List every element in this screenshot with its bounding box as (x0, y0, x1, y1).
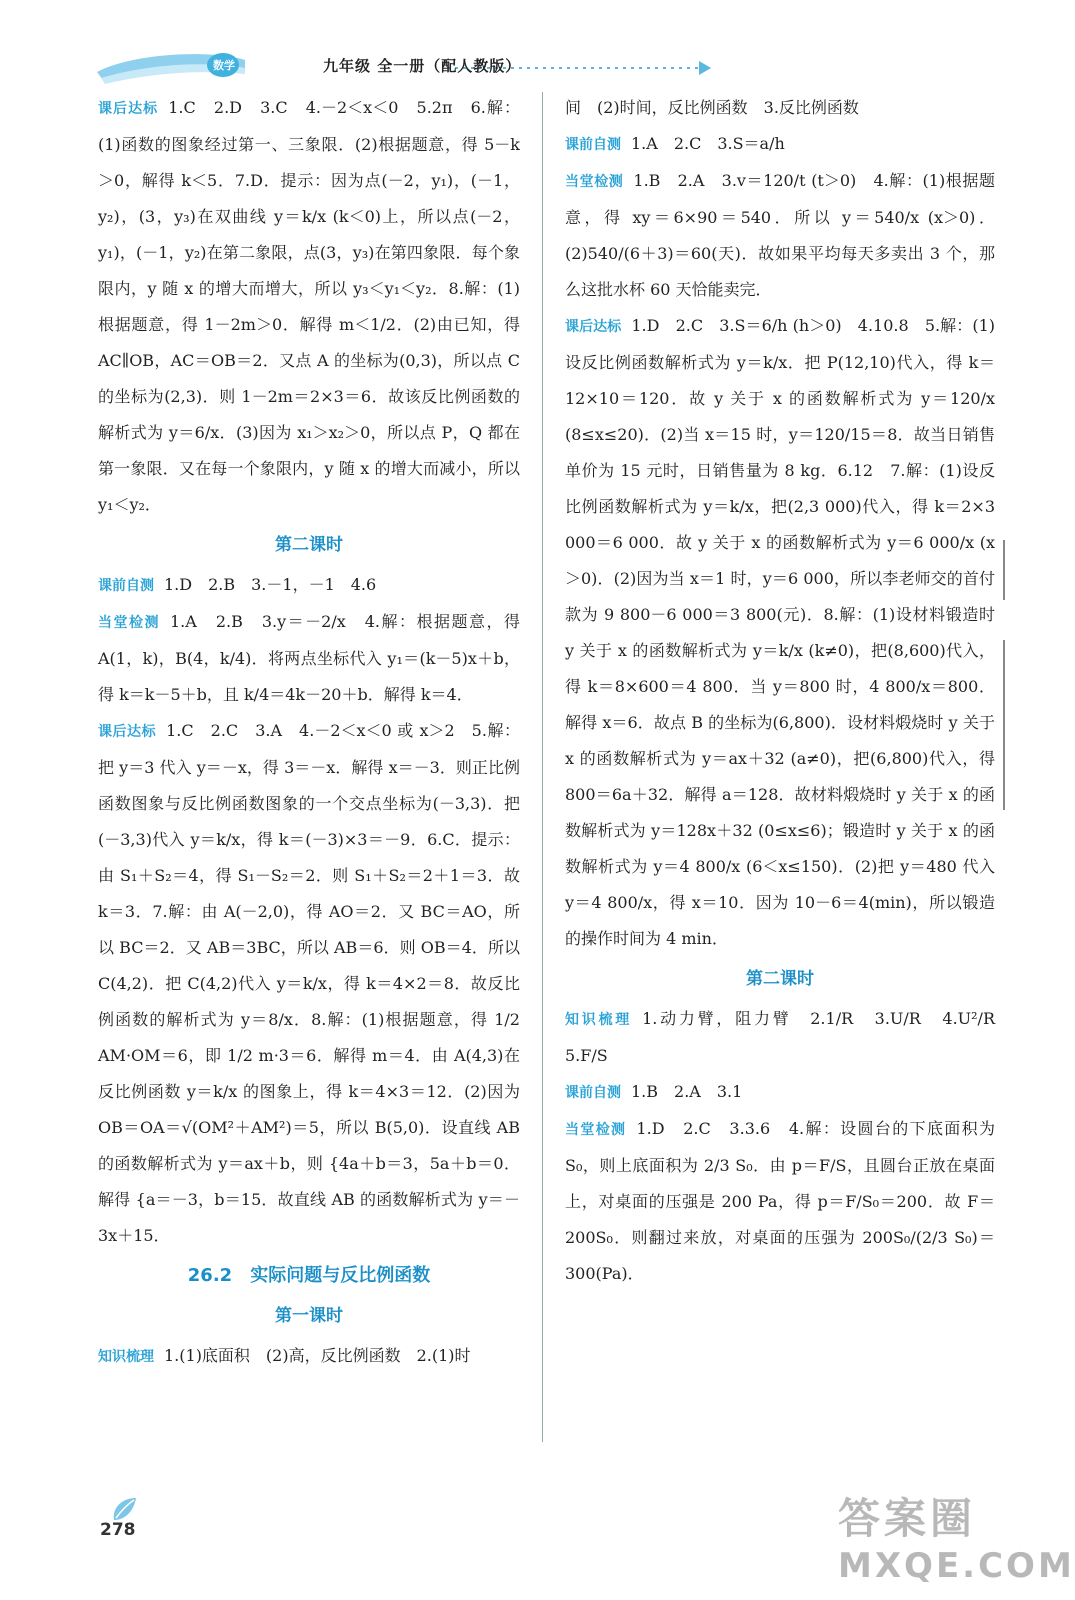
answer-text: 1.C 2.D 3.C 4.－2＜x＜0 5.2π 6.解：(1)函数的图象经过第一、三象限．(2)根据题意，得 5－k＞0，解得 k＜5．7.D．提示：因为点(－2，y₁)，(－1，y₂)，(3，y₃)在双曲线 y＝k/x (k＜0)上，所以点(－2，y₁)，(－1，y₂)在第二象限，点(3，y₃)在第四象限．每个象限内，y 随 x 的增大而增大，所以 y₃＜y₁＜y₂．8.解：(1)根据题意，得 1－2m＞0．解得 m＜1/2．(2)由已知，得 AC∥OB，AC＝OB＝2．又点 A 的坐标为(0,3)，所以点 C 的坐标为(2,3)．则 1－2m＝2×3＝6．故该反比例函数的解析式为 y＝6/x．(3)因为 x₁＞x₂＞0，所以点 P，Q 都在第一象限．又在每一个象限内，y 随 x 的增大而减小，所以 y₁＜y₂． (98, 98, 520, 514)
answer-text: 1.D 2.C 3.3.6 4.解：设圆台的下底面积为 S₀，则上底面积为 2/3 S₀．由 p＝F/S，且圆台正放在桌面上，对桌面的压强是 200 Pa，得 p＝F/S₀＝200．故 F＝200S₀．则翻过来放，对桌面的压强为 200S₀/(2/3 S₀)＝300(Pa)． (565, 1119, 995, 1283)
header-title: 九年级 全一册（配人教版） (323, 57, 522, 75)
watermark-url: MXQE.COM (838, 1546, 1075, 1586)
section-title: 第二课时 (275, 535, 343, 555)
section-title: 第一课时 (275, 1306, 343, 1326)
answer-block (565, 126, 995, 163)
block-tag: 知识梳理 (98, 1349, 154, 1365)
answer-text: 1.B 2.A 3.v＝120/t (t＞0) 4.解：(1)根据题意，得 xy＝6×90＝540．所以 y＝540/x (x＞0)．(2)540/(6＋3)＝60(天)．故如果平均每天多卖出 3 个，那么这批水杯 60 天恰能卖完． (565, 171, 996, 299)
section-title: 第二课时 (746, 969, 814, 989)
page-number: 278 (100, 1520, 136, 1540)
block-tag: 知识梳理 (565, 1012, 633, 1028)
answer-block (98, 567, 520, 604)
column-divider (542, 92, 543, 1442)
answer-block (98, 713, 520, 1254)
watermark (838, 1486, 1075, 1596)
answer-text: 1.D 2.B 3.－1，－1 4.6 (164, 575, 377, 594)
answer-text: 间 (2)时间，反比例函数 3.反比例函数 (565, 98, 859, 117)
block-tag: 当堂检测 (98, 615, 160, 631)
answer-block (565, 163, 995, 308)
answer-text: 1.D 2.C 3.S＝6/h (h＞0) 4.10.8 5.解：(1)设反比例函数解析式为 y＝k/x．把 P(12,10)代入，得 k＝12×10＝120．故 y 关于 x 的函数解析式为 y＝120/x (8≤x≤20)．(2)当 x＝15 时，y＝120/15＝8．故当日销售单价为 15 元时，日销售量为 8 kg．6.12 7.解：(1)设反比例函数解析式为 y＝k/x，把(2,3 000)代入，得 k＝2×3 000＝6 000．故 y 关于 x 的函数解析式为 y＝6 000/x (x＞0)．(2)因为当 x＝1 时，y＝6 000，所以李老师交的首付款为 9 800－6 000＝3 800(元)．8.解：(1)设材料锻造时 y 关于 x 的函数解析式为 y＝k/x (k≠0)，把(8,600)代入，得 k＝8×600＝4 800．当 y＝800 时，4 800/x＝800．解得 x＝6．故点 B 的坐标为(6,800)．设材料煅烧时 y 关于 x 的函数解析式为 y＝ax＋32 (a≠0)，把(6,800)代入，得 800＝6a＋32．解得 a＝128．故材料煅烧时 y 关于 x 的函数解析式为 y＝128x＋32 (0≤x≤6)；锻造时 y 关于 x 的函数解析式为 y＝4 800/x (6＜x≤150)．(2)把 y＝480 代入 y＝4 800/x，得 x＝10．因为 10－6＝4(min)，所以锻造的操作时间为 4 min． (565, 316, 995, 948)
answer-block (98, 604, 520, 713)
edge-mark (1003, 540, 1005, 600)
block-tag: 当堂检测 (565, 174, 624, 190)
answer-block (565, 308, 995, 957)
block-tag: 当堂检测 (565, 1122, 627, 1138)
subject-badge: 数学 (213, 59, 235, 72)
chapter-title: 26.2 实际问题与反比例函数 (187, 1265, 431, 1286)
page-header (95, 48, 735, 84)
right-column (565, 90, 1012, 1292)
block-tag: 课后达标 (98, 724, 157, 740)
answer-text: 1.A 2.C 3.S＝a/h (631, 134, 785, 153)
watermark-logo-text: 答案圈 (838, 1494, 977, 1543)
block-tag: 课后达标 (98, 101, 159, 117)
left-column (98, 90, 520, 1375)
answer-text: 1.(1)底面积 (2)高，反比例函数 2.(1)时 (164, 1346, 471, 1365)
block-tag: 课后达标 (565, 319, 622, 335)
block-tag: 课前自测 (565, 137, 621, 153)
answer-block (98, 1338, 520, 1375)
block-tag: 课前自测 (98, 578, 154, 594)
edge-mark (1003, 640, 1005, 810)
answer-text: 1.动力臂，阻力臂 2.1/R 3.U/R 4.U²/R 5.F/S (565, 1009, 1012, 1065)
leaf-icon (110, 1496, 140, 1522)
block-tag: 课前自测 (565, 1085, 621, 1101)
answer-text: 1.C 2.C 3.A 4.－2＜x＜0 或 x＞2 5.解：把 y＝3 代入 y＝－x，得 3＝－x．解得 x＝－3．则正比例函数图象与反比例函数图象的一个交点坐标为(－3,3)．把(－3,3)代入 y＝k/x，得 k＝(－3)×3＝－9．6.C．提示：由 S₁＋S₂＝4，得 S₁－S₂＝2．则 S₁＋S₂＝2＋1＝3．故 k＝3．7.解：由 A(－2,0)，得 AO＝2．又 BC＝AO，所以 BC＝2．又 AB＝3BC，所以 AB＝6．则 OB＝4．所以 C(4,2)．把 C(4,2)代入 y＝k/x，得 k＝4×2＝8．故反比例函数的解析式为 y＝8/x．8.解：(1)根据题意，得 1/2 AM·OM＝6，即 1/2 m·3＝6．解得 m＝4．由 A(4,3)在反比例函数 y＝k/x 的图象上，得 k＝4×3＝12．(2)因为 OB＝OA＝√(OM²＋AM²)＝5，所以 B(5,0)．设直线 AB 的函数解析式为 y＝ax＋b，则 {4a＋b＝3，5a＋b＝0．解得 {a＝－3，b＝15．故直线 AB 的函数解析式为 y＝－3x＋15． (98, 721, 520, 1245)
answer-text: 1.B 2.A 3.1 (631, 1082, 743, 1101)
answer-block (565, 1074, 995, 1111)
answer-block (565, 1111, 995, 1292)
answer-text: 1.A 2.B 3.y＝－2/x 4.解：根据题意，得 A(1，k)，B(4，k/4)．将两点坐标代入 y₁＝(k－5)x＋b，得 k＝k－5＋b，且 k/4＝4k－20＋b．解得 k＝4． (98, 612, 520, 704)
answer-block (98, 90, 520, 523)
answer-block (565, 1001, 1012, 1074)
